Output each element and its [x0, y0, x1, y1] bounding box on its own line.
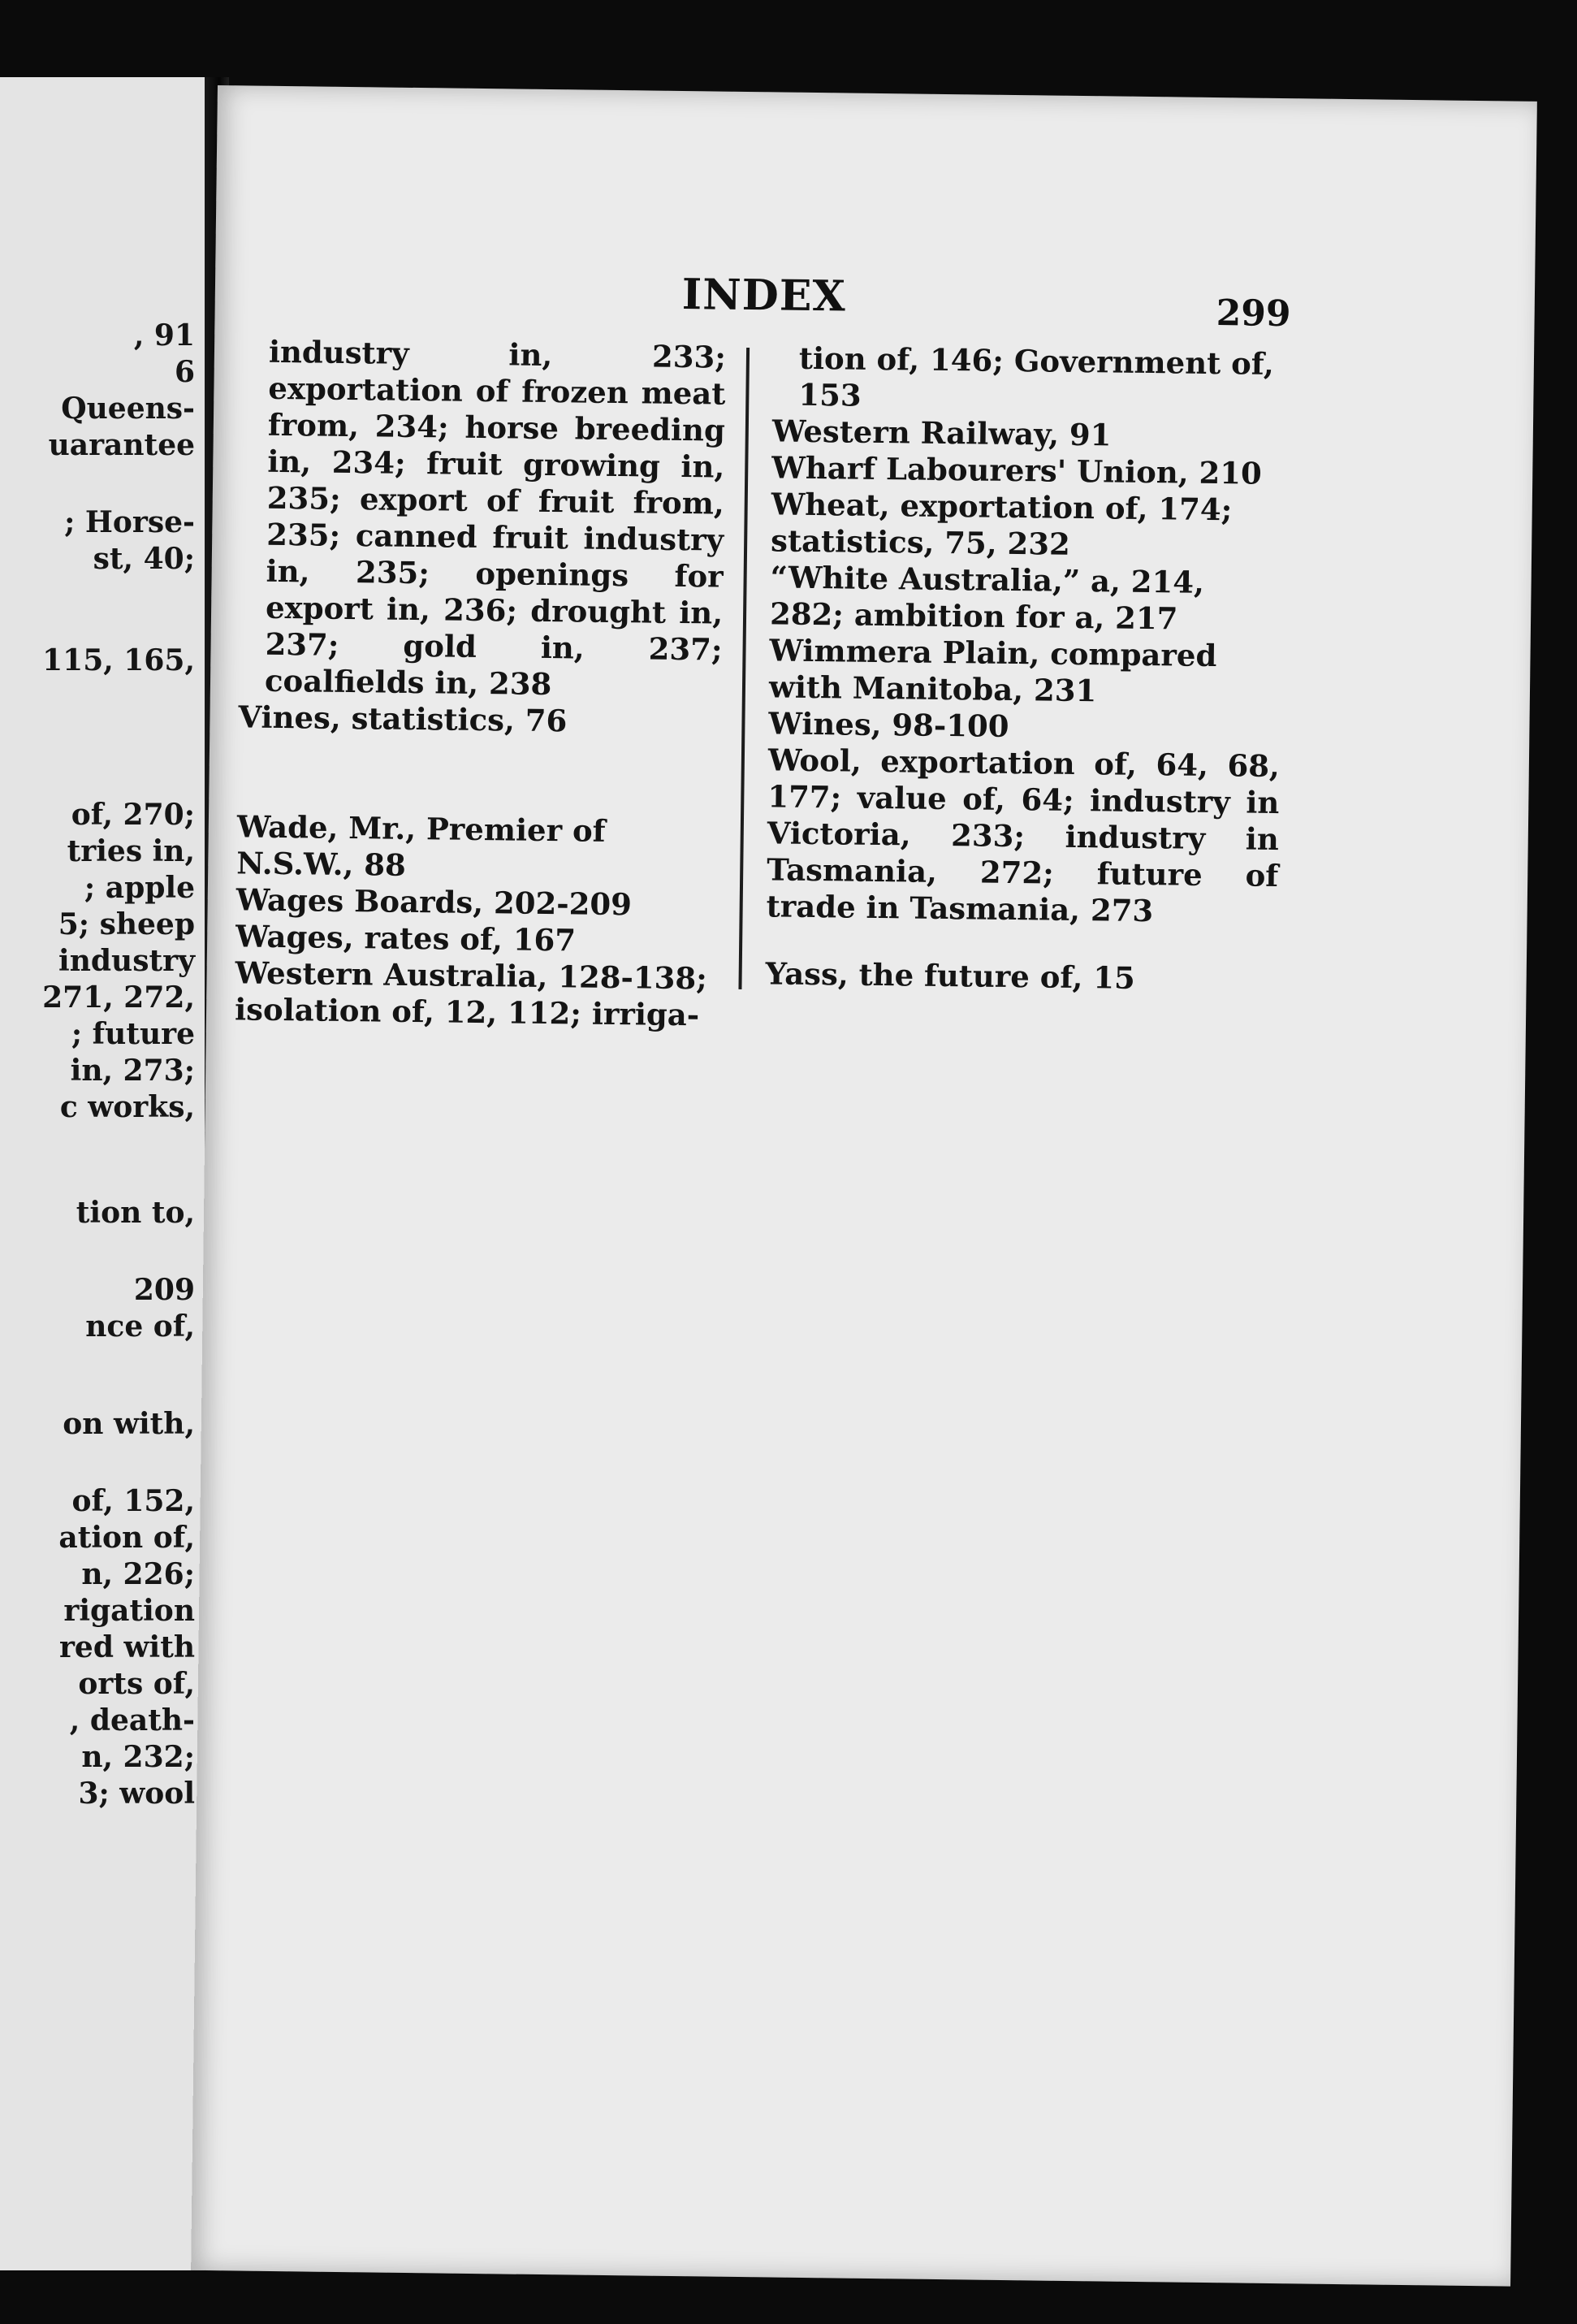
index-entry: Wimmera Plain, compared with Manitoba, 231: [768, 632, 1217, 709]
right-page: [191, 85, 1537, 2287]
left-fragment: st, 40;: [93, 542, 195, 576]
left-fragment: rigation: [63, 1594, 195, 1628]
left-fragment: Queens-: [61, 392, 195, 426]
index-entry: industry in, 233; exportation of frozen meat from, 234; horse breeding in, 234; fruit growing in, 235; export of fruit from, 235; canned fruit industry in, 235; openings for export in, 236; drought in, 237; gold in, 237; coalfields in, 238: [264, 333, 727, 703]
index-entry: Wade, Mr., Premier of N.S.W., 88: [236, 808, 606, 883]
index-entry: Wharf Labourers' Union, 210: [771, 449, 1263, 491]
page-title: INDEX: [681, 270, 847, 322]
left-fragment: ; Horse-: [64, 505, 195, 539]
left-fragment: tries in,: [67, 834, 195, 868]
index-entry: Wheat, exportation of, 174; statistics, 75, 232: [770, 486, 1233, 562]
left-fragment: orts of,: [78, 1667, 195, 1701]
left-fragment: c works,: [59, 1090, 195, 1124]
index-column-left: [235, 333, 726, 1033]
index-entry: Wool, exportation of, 64, 68, 177; value of, 64; industry in Victoria, 233; industry in Tasmania, 272; future of trade in Tasmania, 273: [766, 742, 1281, 929]
left-fragment: of, 152,: [71, 1484, 195, 1518]
index-entry: Wages, rates of, 167: [235, 918, 577, 959]
index-entry: Yass, the future of, 15: [765, 955, 1136, 996]
index-entry: tion of, 146; Government of, 153: [798, 340, 1275, 413]
left-page: [0, 77, 210, 2270]
index-entry: Western Australia, 128-138; isolation of, 12, 112; irriga-: [234, 954, 708, 1033]
index-entry: Western Railway, 91: [771, 413, 1112, 453]
page-number: 299: [1216, 292, 1291, 335]
left-fragment: 5; sheep: [58, 907, 195, 941]
left-fragment: 271, 272,: [42, 980, 195, 1015]
left-fragment: ; apple: [84, 871, 195, 905]
left-fragment: n, 232;: [81, 1740, 195, 1774]
left-fragment: 209: [133, 1273, 195, 1307]
left-fragment: 3; wool: [78, 1777, 195, 1811]
left-fragment: in, 273;: [70, 1054, 195, 1088]
left-fragment: ; future: [71, 1017, 195, 1051]
left-fragment: tion to,: [76, 1196, 195, 1230]
left-fragment: red with: [58, 1630, 195, 1664]
index-column-right: [765, 340, 1285, 998]
column-divider: [738, 348, 750, 989]
left-fragment: uarantee: [48, 428, 195, 462]
left-fragment: 115, 165,: [42, 643, 195, 677]
index-entry: Wines, 98-100: [768, 705, 1009, 744]
left-fragment: ation of,: [58, 1521, 195, 1555]
left-fragment: on with,: [63, 1407, 195, 1441]
left-fragment: 6: [174, 355, 195, 389]
left-fragment: of, 270;: [71, 798, 195, 832]
index-entry: Wages Boards, 202-209: [235, 881, 633, 923]
left-fragment: , death-: [69, 1703, 195, 1738]
index-entry: Vines, statistics, 76: [238, 699, 568, 739]
left-fragment: industry: [58, 944, 195, 978]
left-fragment: n, 226;: [81, 1557, 195, 1591]
left-fragment: nce of,: [85, 1309, 195, 1344]
left-fragment: , 91: [133, 318, 195, 353]
index-entry: “White Australia,” a, 214, 282; ambition for a, 217: [769, 559, 1205, 637]
